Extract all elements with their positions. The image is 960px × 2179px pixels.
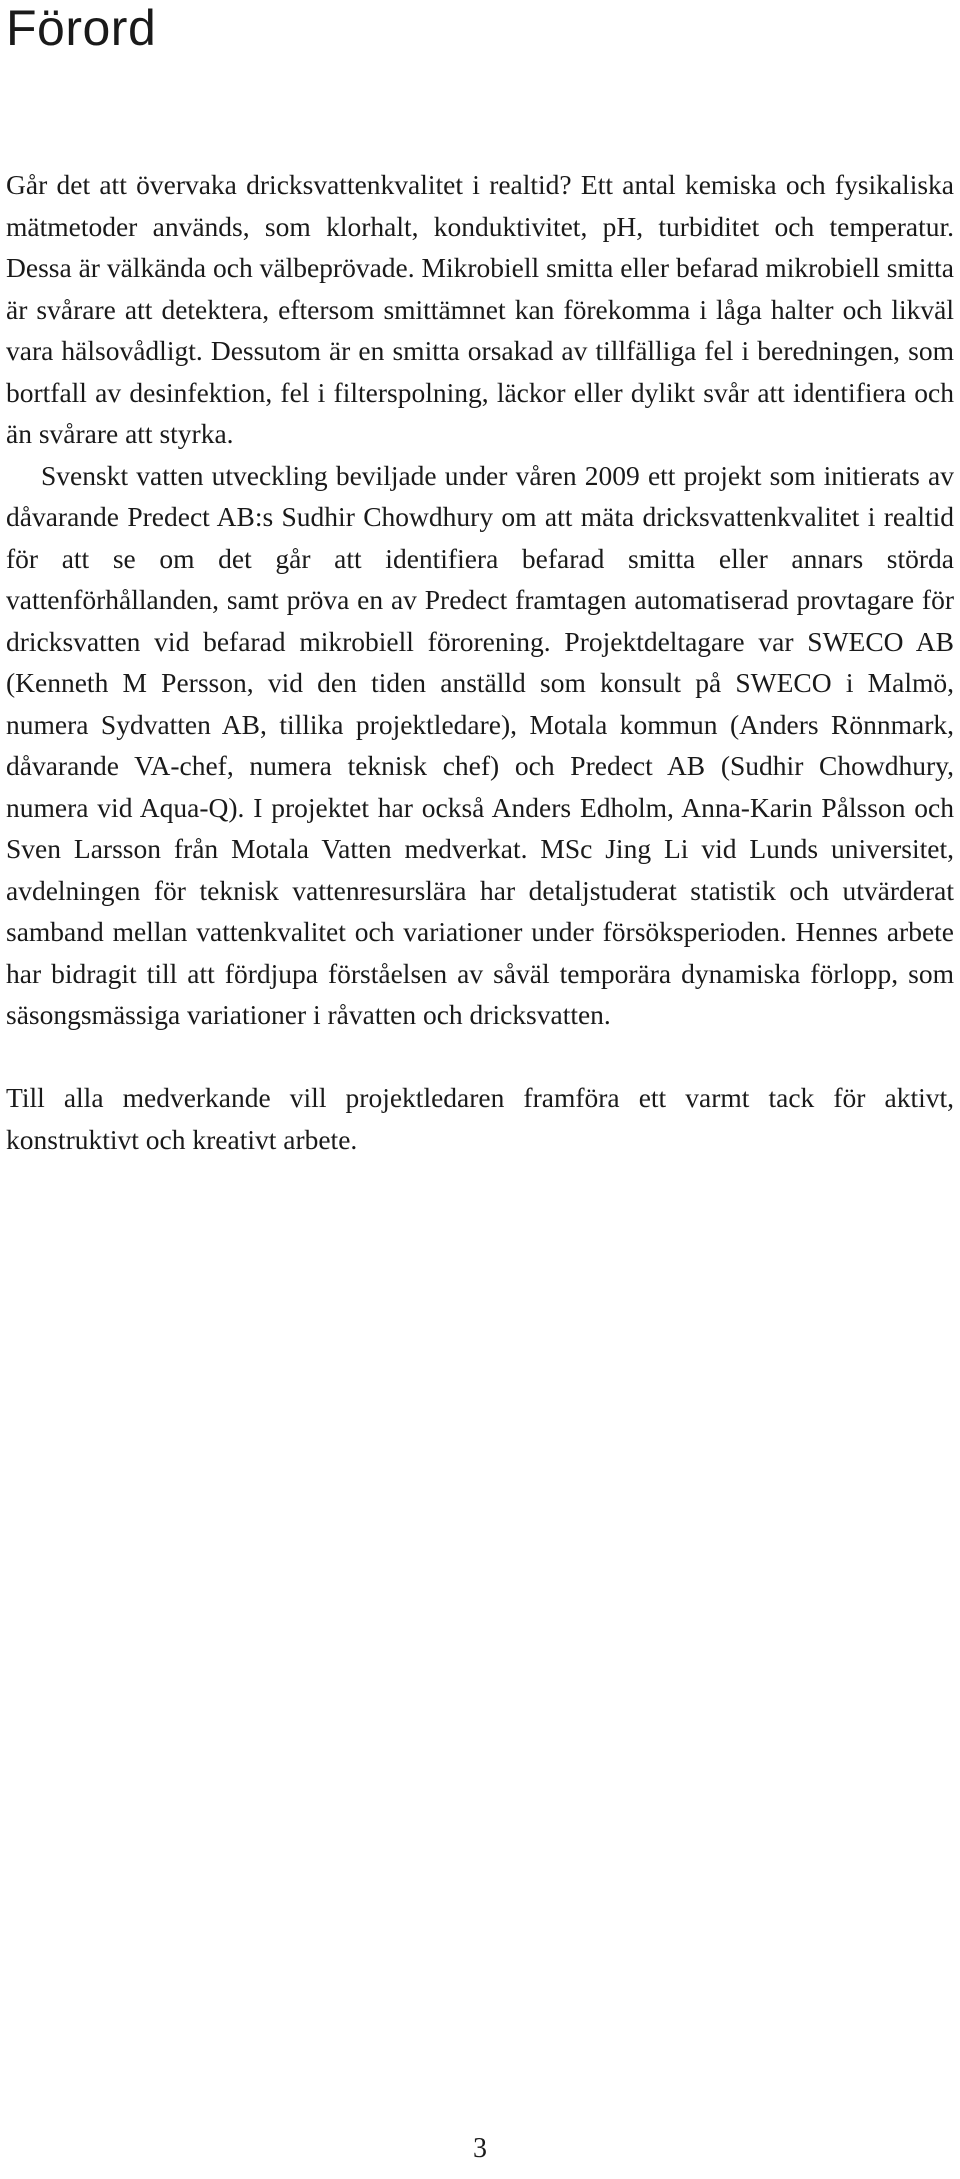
page-title: Förord bbox=[6, 0, 157, 56]
paragraph-thanks: Till alla medverkande vill projektledaren framföra ett varmt tack för aktivt, konstruktivt och kreativt arbete. bbox=[6, 1082, 954, 1155]
body-text bbox=[6, 164, 954, 1160]
paragraph-project: Svenskt vatten utveckling beviljade under våren 2009 ett projekt som initierats av dåvarande Predect AB:s Sudhir Chowdhury om att mäta dricksvattenkvalitet i realtid för att se om det går att identifiera befarad smitta eller annars störda vattenförhållanden, samt pröva en av Predect framtagen automatiserad provtagare för dricksvatten vid befarad mikrobiell förorening. Projektdeltagare var SWECO AB (Kenneth M Persson, vid den tiden anställd som konsult på SWECO i Malmö, numera Sydvatten AB, tillika projektledare), Motala kommun (Anders Rönnmark, dåvarande VA-chef, numera teknisk chef) och Predect AB (Sudhir Chowdhury, numera vid Aqua-Q). I projektet har också Anders Edholm, Anna-Karin Pålsson och Sven Larsson från Motala Vatten medverkat. MSc Jing Li vid Lunds universitet, avdelningen för teknisk vattenresurslära har detaljstuderat statistik och utvärderat samband mellan vattenkvalitet och variationer under försöksperioden. Hennes arbete har bidragit till att fördjupa förståelsen av såväl temporära dynamiska förlopp, som säsongsmässiga variationer i råvatten och dricksvatten. bbox=[6, 459, 954, 1030]
page-number: 3 bbox=[473, 2133, 487, 2164]
paragraph-intro: Går det att övervaka dricksvattenkvalitet i realtid? Ett antal kemiska och fysikaliska mätmetoder används, som klorhalt, konduktivitet, pH, turbiditet och temperatur. Dessa är välkända och välbeprövade. Mikrobiell smitta eller befarad mikrobiell smitta är svårare att detektera, eftersom smittämnet kan förekomma i låga halter och likväl vara hälsovådligt. Dessutom är en smitta orsakad av tillfälliga fel i beredningen, som bortfall av desinfektion, fel i filterspolning, läckor eller dylikt svår att identifiera och än svårare att styrka. bbox=[6, 169, 954, 449]
